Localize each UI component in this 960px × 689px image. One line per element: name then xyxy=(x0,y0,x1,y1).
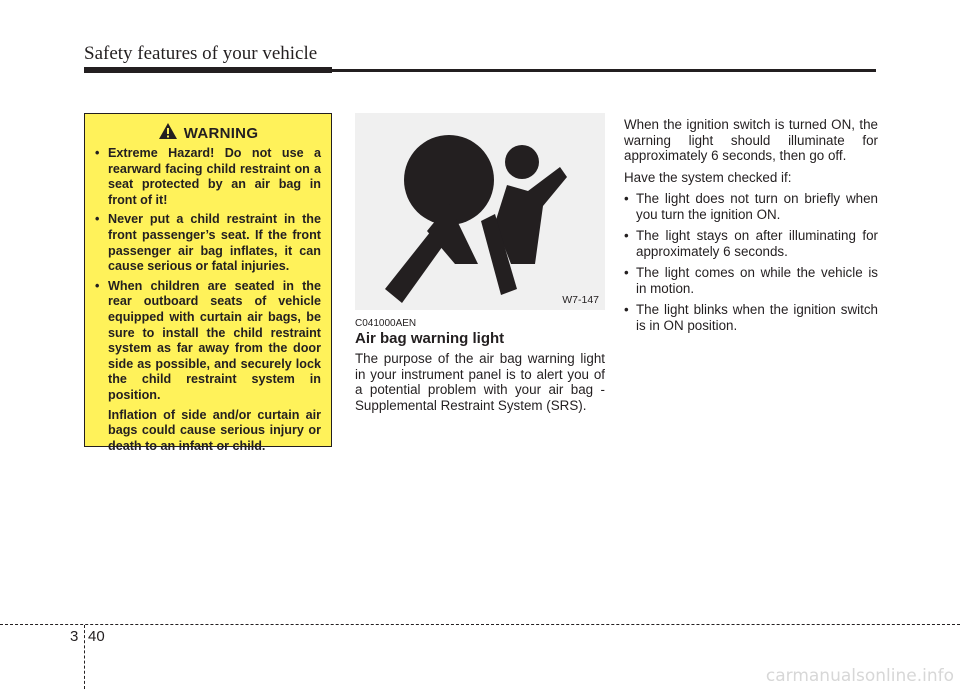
page-chapter: 3 xyxy=(70,628,79,645)
section-heading: Air bag warning light xyxy=(355,330,505,347)
check-item: • The light comes on while the vehicle is in motion. xyxy=(624,265,878,296)
check-item: • The light stays on after illuminating for approximately 6 seconds. xyxy=(624,228,878,259)
right-column xyxy=(624,117,878,339)
figure-code: W7-147 xyxy=(562,294,599,306)
check-list xyxy=(624,191,878,333)
section-code: C041000AEN xyxy=(355,318,417,329)
footer-divider xyxy=(84,625,85,689)
airbag-figure xyxy=(355,113,605,310)
airbag-warning-icon xyxy=(355,113,605,310)
warning-header xyxy=(95,122,321,144)
warning-item: • Never put a child restraint in the front passenger’s seat. If the front passenger air bag inflates, it can cause serious or fatal injuries. xyxy=(95,212,321,274)
footer-rule xyxy=(0,624,960,625)
watermark-text: carmanualsonline.info xyxy=(765,666,954,686)
page-number: 40 xyxy=(88,628,105,645)
right-paragraph: Have the system checked if: xyxy=(624,169,792,185)
header-rule-accent xyxy=(84,67,332,73)
warning-list xyxy=(95,146,321,404)
warning-item: • When children are seated in the rear outboard seats of vehicle equipped with curtain air bags, be sure to install the child restraint system as far away from the door side as possible, and securely lock the child restraint system in position. xyxy=(95,278,321,402)
warning-triangle-icon xyxy=(158,122,178,145)
warning-title: WARNING xyxy=(183,124,259,142)
warning-extra-text: Inflation of side and/or curtain air bags could cause serious injury or death to an infant or child. xyxy=(108,407,321,453)
warning-item: • Extreme Hazard! Do not use a rearward facing child restraint on a seat protected by an air bag in front of it! xyxy=(95,146,321,207)
page-header-title: Safety features of your vehicle xyxy=(84,43,318,64)
check-item: • The light does not turn on briefly when you turn the ignition ON. xyxy=(624,191,878,222)
warning-box xyxy=(84,113,332,453)
right-paragraph: When the ignition switch is turned ON, the warning light should illuminate for approximately 6 seconds, then go off. xyxy=(624,117,878,163)
section-body: The purpose of the air bag warning light in your instrument panel is to alert you of a potential problem with your air bag - Supplemental Restraint System (SRS). xyxy=(355,351,605,413)
check-item: • The light blinks when the ignition switch is in ON position. xyxy=(624,302,878,333)
